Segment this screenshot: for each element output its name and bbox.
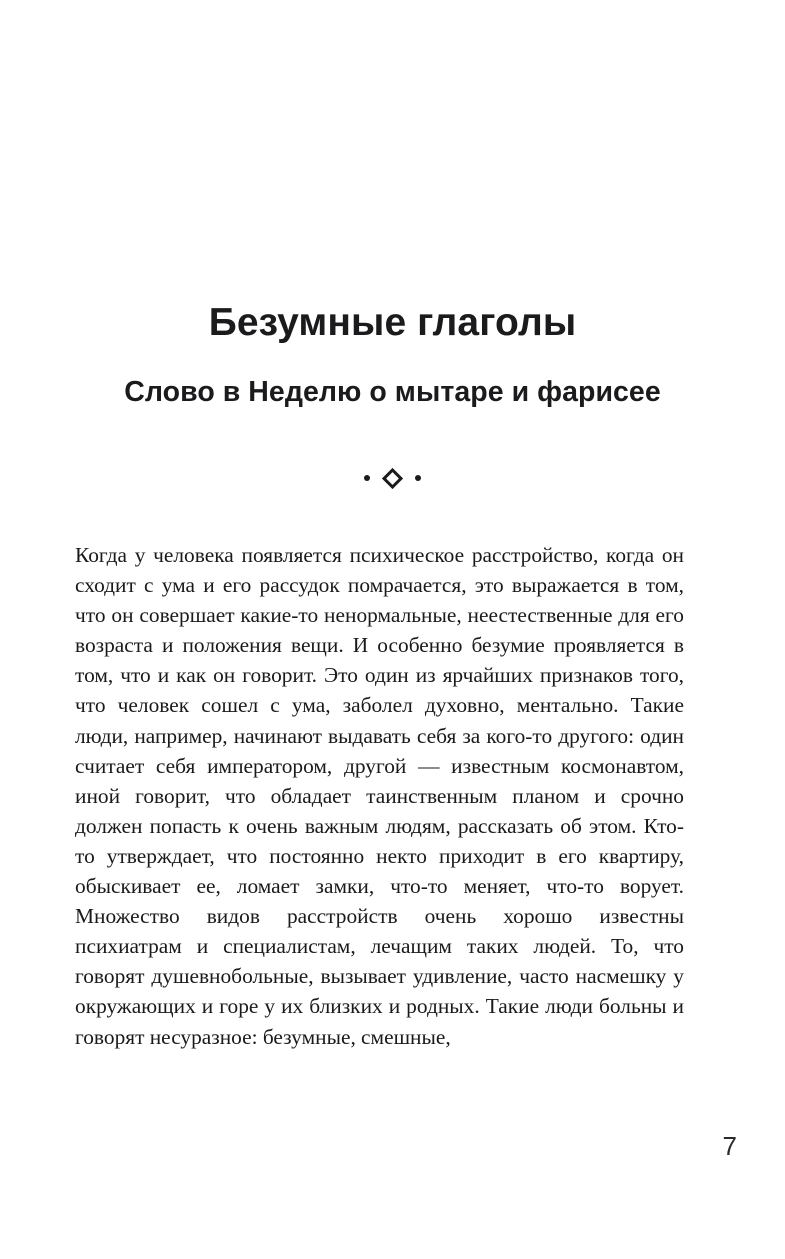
section-ornament — [0, 466, 785, 490]
dot-icon — [364, 475, 370, 481]
diamond-icon — [382, 467, 403, 488]
page-subtitle: Слово в Неделю о мытаре и фарисее — [124, 376, 661, 408]
page-title: Безумные глаголы — [208, 301, 577, 344]
page-number: 7 — [722, 1131, 737, 1161]
chapter-header — [0, 300, 785, 409]
body-paragraph: Когда у человека появляется психическое расстройство, когда он сходит с ума и его рассудок помрачается, это выражается в том, что он совершает какие-то ненормальные, неестественные для его возраста и положения вещи. И особенно безумие проявляется в том, что и как он говорит. Это один из ярчайших признаков того, что человек сошел с ума, заболел духовно, ментально. Такие люди, например, начинают выдавать себя за кого-то другого: один считает себя императором, другой — известным космонавтом, иной говорит, что обладает таинственным планом и срочно должен попасть к очень важным людям, рассказать об этом. Кто-то утверждает, что постоянно некто приходит в его квартиру, обыскивает ее, ломает замки, что-то меняет, что-то ворует. Множество видов расстройств очень хорошо известны психиатрам и специалистам, лечащим таких людей. То, что говорят душевнобольные, вызывает удивление, часто насмешку у окружающих и горе у их близких и родных. Такие люди больны и говорят несуразное: безумные, смешные, — [75, 543, 684, 1049]
dot-icon — [415, 475, 421, 481]
